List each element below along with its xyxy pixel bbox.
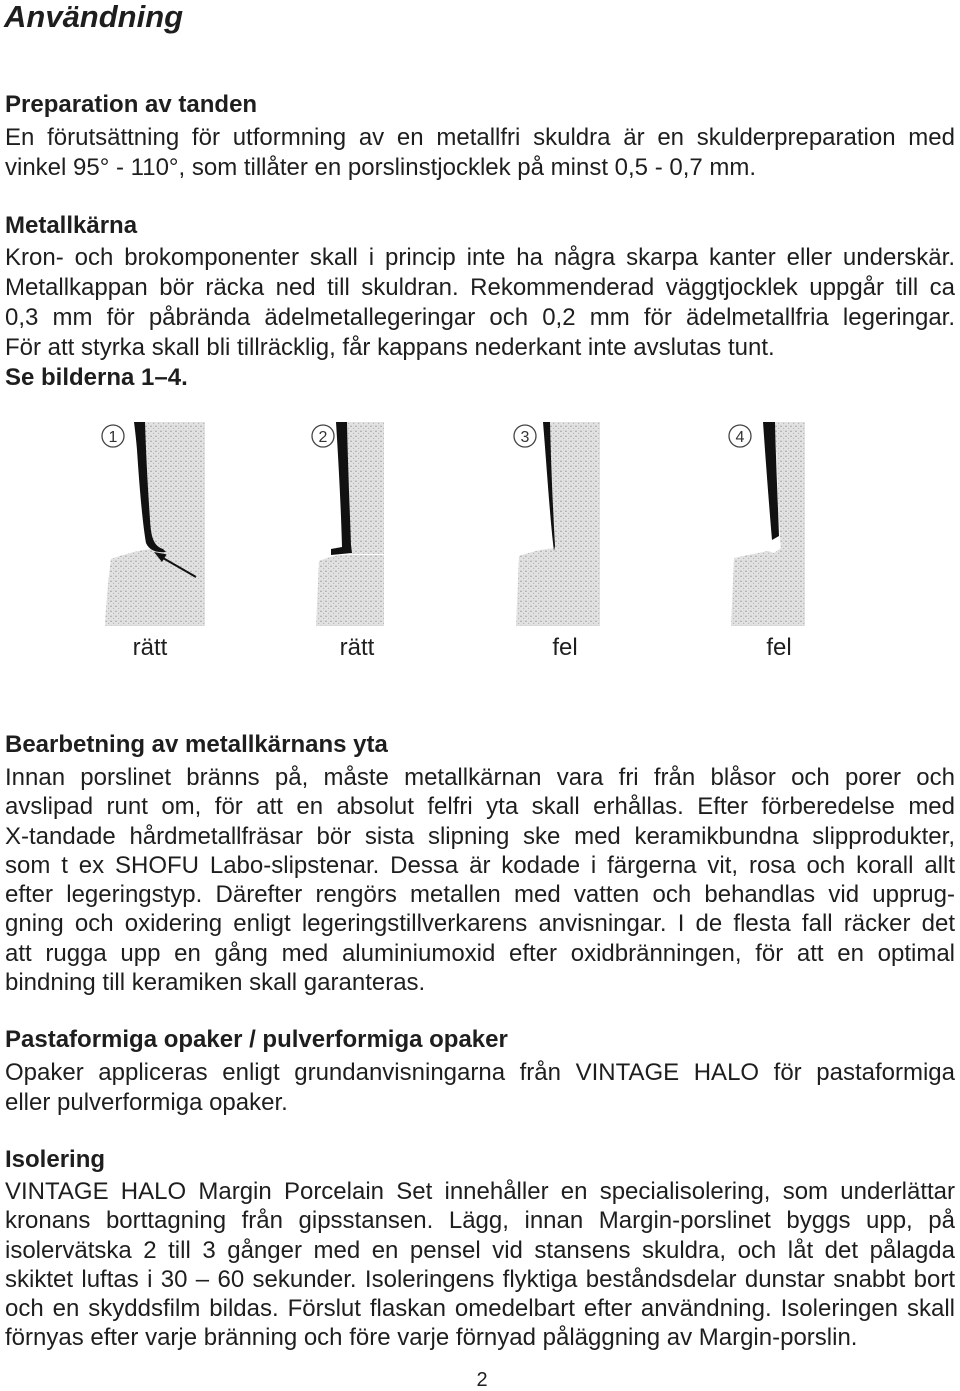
section-heading-metal-core: Metallkärna: [5, 212, 138, 239]
text-line: För att styrka skall bli tillräcklig, får kappans nederkant inte avslutas tunt.: [5, 334, 775, 361]
text-line: att rugga upp en gång med aluminiumoxid efter oxidbränningen, för att en optimal: [5, 939, 955, 967]
text-line: avslipad runt om, för att en absolut felfri yta skall erhållas. Efter förberedelse med: [5, 793, 955, 821]
text-line: X-tandade hårdmetallfräsar bör sista slipning ske med keramikbundna slipprodukter,: [5, 822, 955, 850]
preparation-figures: [0, 418, 960, 630]
die-upper: [775, 422, 805, 549]
page-number: 2: [476, 1369, 488, 1391]
text-line: kronans borttagning från gipsstansen. Lägg, innan Margin-porslinet byggs upp, på: [5, 1207, 955, 1235]
figure-2: [312, 422, 384, 626]
figure-number: 1: [108, 429, 118, 446]
text-line: Innan porslinet bränns på, måste metallkärnan vara fri från blåsor och porer och: [5, 764, 955, 791]
figure-number: 2: [318, 429, 328, 446]
text-line: som t ex SHOFU Labo-slipstenar. Dessa är kodade i färgerna vit, rosa och korall allt: [5, 851, 955, 879]
text-line: vinkel 95° - 110°, som tillåter en porslinstjocklek på minst 0,5 - 0,7 mm.: [5, 154, 757, 181]
text-line: VINTAGE HALO Margin Porcelain Set innehåller en specialisolering, som underlättar: [5, 1178, 955, 1205]
die-lower: [316, 555, 384, 626]
text-line: isolervätska 2 till 3 gånger med en pensel vid stansens skuldra, och låt det pålagda: [5, 1236, 955, 1264]
text-line: 0,3 mm för påbrända ädelmetallegeringar och 0,2 mm för ädelmetallfria legeringar.: [5, 304, 955, 331]
paragraph-opaque: [5, 1058, 955, 1118]
figure-reference-note: Se bilderna 1–4.: [5, 364, 188, 391]
text-line: och en skyddsfilm bildas. Förslut flaskan omedelbart efter användning. Isoleringen skall: [5, 1295, 955, 1323]
die-upper: [549, 422, 600, 548]
text-line: bindning till keramiken skall garanteras.: [5, 969, 426, 997]
paragraph-preparation: [5, 123, 955, 183]
figure-2-verdict: rätt: [339, 634, 375, 661]
figure-1: [102, 422, 205, 626]
die-upper: [143, 422, 205, 550]
paragraph-metal-core: [5, 243, 955, 393]
text-line: Metallkappan bör räcka ned till skuldran. Rekommenderad väggtjocklek uppgår till ca: [5, 274, 955, 301]
figure-3-verdict: fel: [552, 634, 578, 661]
figure-number: 3: [520, 429, 530, 446]
die-lower: [731, 548, 805, 626]
section-heading-isolation: Isolering: [5, 1146, 106, 1173]
text-line: En förutsättning för utformning av en metallfri skuldra är en skulderpreparation med: [5, 124, 955, 151]
text-line: förnyas efter varje bränning och före varje förnyad påläggning av Margin-porslin.: [5, 1324, 858, 1352]
section-heading-opaque: Pastaformiga opaker / pulverformiga opaker: [5, 1026, 508, 1053]
figure-4: [729, 422, 805, 626]
text-line: Kron- och brokomponenter skall i princip inte ha några skarpa kanter eller underskär.: [5, 244, 955, 271]
die-lower: [516, 548, 600, 626]
section-heading-surface: Bearbetning av metallkärnans yta: [5, 731, 388, 758]
text-line: skiktet luftas i 30 – 60 sekunder. Isoleringens flyktiga beståndsdelar dunstar snabbt bort: [5, 1265, 955, 1293]
die-upper: [346, 422, 384, 554]
figure-3: [514, 422, 600, 626]
text-line: eller pulverformiga opaker.: [5, 1089, 288, 1116]
text-line: Opaker appliceras enligt grundanvisningarna från VINTAGE HALO för pastaformiga: [5, 1059, 955, 1086]
paragraph-surface: [5, 763, 955, 997]
figure-1-verdict: rätt: [132, 634, 168, 661]
section-heading-preparation: Preparation av tanden: [5, 91, 258, 118]
page-title: Användning: [4, 0, 184, 34]
paragraph-isolation: [5, 1177, 955, 1353]
figure-number: 4: [735, 429, 745, 446]
text-line: gning och oxidering enligt legeringstillverkarens anvisningar. I de flesta fall räcker det: [5, 910, 955, 938]
die-lower: [105, 549, 205, 626]
figure-4-verdict: fel: [766, 634, 792, 661]
text-line: efter legeringstyp. Därefter rengörs metallen med vatten och behandlas vid upprug-: [5, 881, 955, 909]
